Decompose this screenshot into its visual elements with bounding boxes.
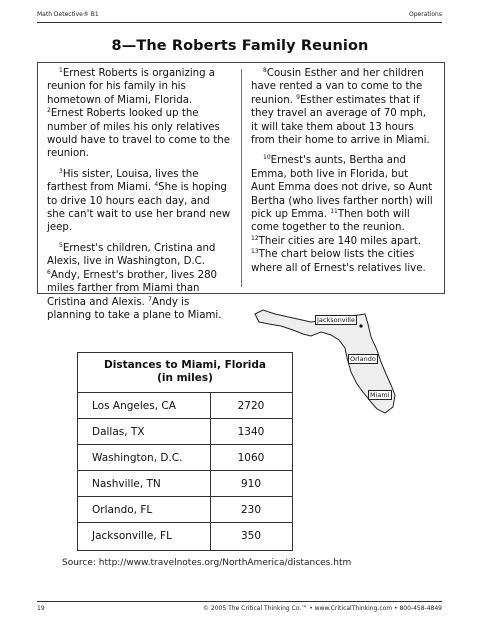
table-body [78,393,292,550]
table-row: Orlando, FL 230 [78,497,292,523]
table-row: Dallas, TX 1340 [78,419,292,445]
table-row: Washington, D.C. 1060 [78,445,292,471]
paragraph: $^1$Ernest Roberts is organizing a reunion for his family in his hometown of Miami, Florida. $^2$Ernest Roberts looked up the number of miles his only relatives would have to travel to come to the reunion. [47,67,230,160]
paragraph: $^3$His sister, Louisa, lives the farthest from Miami. $^4$She is hoping to drive 10 hours each day, and she can't wait to use her brand new jeep. [47,167,231,234]
table-row: Jacksonville, FL 350 [92,530,262,542]
copyright: © 2005 The Critical Thinking Co.™ • www.CriticalThinking.com • 800-458-4849 [203,605,442,612]
paragraph: $^8$Cousin Esther and her children have rented a van to come to the reunion. $^9$Esther estimates that if they travel an average of 70 mph, it will take them about 13 hours from their home to arrive in Miami. [251,67,430,147]
page-title: 8—The Roberts Family Reunion [111,38,369,54]
story-column-right [251,67,435,282]
table-row: Nashville, TN 910 [78,471,292,497]
map-label-jacksonville: Jacksonville [317,316,355,324]
source-citation: Source: http://www.travelnotes.org/NorthAmerica/distances.htm [62,558,352,568]
story-column-left [47,67,231,329]
header-rule [37,22,442,23]
paragraph: $^{10}$Ernest's aunts, Bertha and Emma, both live in Florida, but Aunt Emma does not drive, so Aunt Bertha (who lives farther north) will pick up Emma. $^{11}$Then both will come together to the reunion. $^{12}$Their cities are 140 miles apart. $^{13}$The chart below lists the cities where all of Ernest's relatives live. [251,154,433,274]
column-divider [241,69,242,287]
footer-rule [37,601,442,602]
paragraph: $^5$Ernest's children, Cristina and Alexis, live in Washington, D.C. $^6$Andy, Ernest's brother, lives 280 miles farther from Miami than Cristina and Alexis. $^7$Andy is planning to take a plane to Miami. [47,241,222,321]
table-title: Distances to Miami, Florida (in miles) [78,353,292,393]
page-number: 19 [37,605,45,612]
map-label-miami: Miami [370,391,390,399]
header-section: Operations [409,11,442,18]
header-series: Math Detective® B1 [37,11,99,18]
table-row: Los Angeles, CA 2720 [78,393,292,419]
map-label-orlando: Orlando [350,355,376,363]
distance-table [77,352,293,551]
